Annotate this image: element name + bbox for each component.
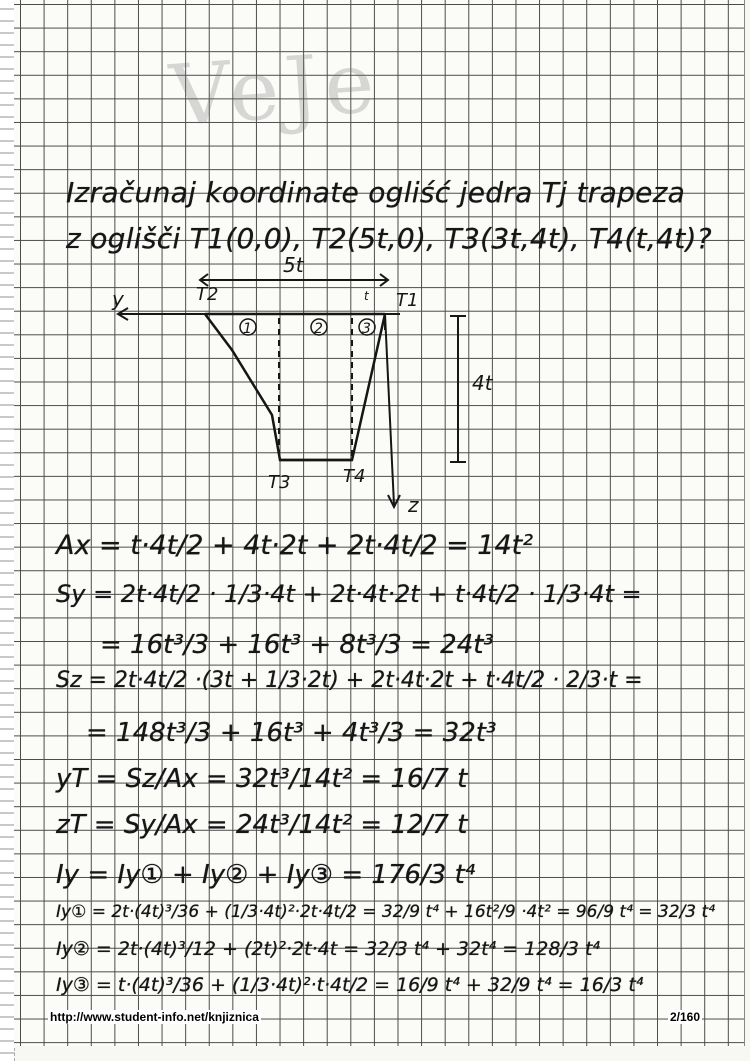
task-line-1: Izračunaj koordinate ogliść jedra Tj trapeza (66, 176, 686, 209)
trapezoid-outline (205, 314, 385, 460)
equation-iy-3: Iy③ = t·(4t)³/36 + (1/3·4t)²·t·4t/2 = 16/9 t⁴ + 32/9 t⁴ = 16/3 t⁴ (56, 974, 644, 996)
equation-sz-result: = 148t³/3 + 16t³ + 4t³/3 = 32t³ (86, 718, 497, 748)
t-mark-label: t (364, 289, 369, 303)
equation-sz: Sz = 2t·4t/2 ·(3t + 1/3·2t) + 2t·4t·2t + t·4t/2 · 2/3·t = (56, 668, 643, 693)
equation-sy: Sy = 2t·4t/2 · 1/3·4t + 2t·4t·2t + t·4t/2 · 1/3·4t = (56, 580, 642, 608)
region-3-label: 3 (362, 321, 371, 337)
equation-z-centroid: zT = Sy/Ax = 24t³/14t² = 12/7 t (56, 810, 468, 840)
z-axis-label: z (408, 493, 419, 517)
point-t3-label: T3 (268, 472, 291, 493)
equation-area: Ax = t·4t/2 + 4t·2t + 2t·4t/2 = 14t² (56, 530, 534, 561)
top-dimension-label: 5t (283, 253, 304, 277)
point-t1-label: T1 (396, 290, 419, 311)
equation-sy-result: = 16t³/3 + 16t³ + 8t³/3 = 24t³ (100, 630, 494, 660)
point-t4-label: T4 (343, 466, 366, 487)
point-t2-label: T2 (196, 284, 219, 305)
watermark-stamp: VeJe (166, 32, 384, 146)
footer-link[interactable]: http://www.student-info.net/knjiznica (50, 1010, 259, 1024)
region-1-label: 1 (243, 321, 252, 337)
page-number: 2/160 (670, 1010, 701, 1024)
z-axis-line (385, 314, 394, 505)
region-2-label: 2 (314, 321, 323, 337)
y-axis-label: y (112, 287, 124, 311)
task-line-2: z oglišči T1(0,0), T2(5t,0), T3(3t,4t), T4(t,4t)? (66, 222, 712, 255)
equation-iy-2: Iy② = 2t·(4t)³/12 + (2t)²·2t·4t = 32/3 t⁴ + 32t⁴ = 128/3 t⁴ (56, 938, 601, 960)
equation-iy-1: Iy① = 2t·(4t)³/36 + (1/3·4t)²·2t·4t/2 = 32/9 t⁴ + 16t²/9 ·4t² = 96/9 t⁴ = 32/3 t⁴ (56, 902, 716, 922)
side-dimension-label: 4t (472, 371, 493, 395)
equation-y-centroid: yT = Sz/Ax = 32t³/14t² = 16/7 t (56, 764, 468, 794)
equation-iy-total: Iy = Iy① + Iy② + Iy③ = 176/3 t⁴ (56, 860, 476, 890)
